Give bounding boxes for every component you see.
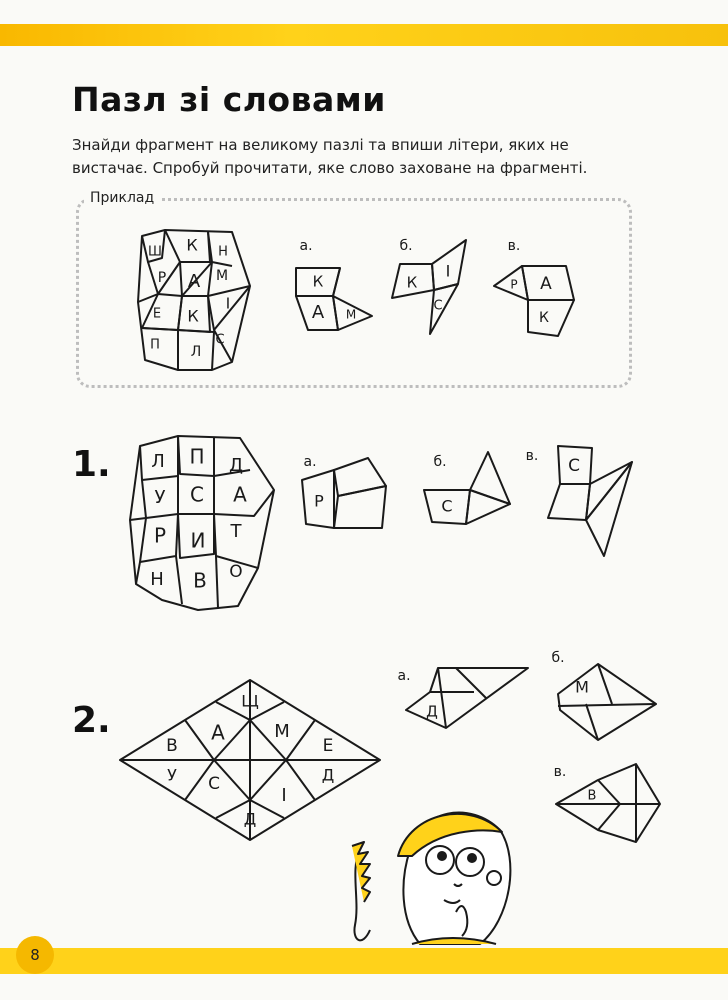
task-1-option-c-label: в. [525,448,539,464]
example-letter-3: Н [218,244,228,260]
task-1-number: 1. [72,444,111,485]
task-1-letter-8: И [190,528,206,553]
task-2-letter-7: С [208,774,220,794]
example-letter-8: К [187,306,199,326]
task-1-letter-9: Т [230,521,242,542]
example-letter-5: А [187,271,201,292]
example-option-b-letter-2: І [445,261,451,281]
example-letter-11: Л [190,344,202,360]
task-2-letter-8: І [281,785,287,806]
page-number-badge [16,936,54,974]
task-2-option-a-letter-1: Д [426,702,438,721]
task-1-letter-5: С [190,482,204,507]
task-1-option-a-label: а. [303,454,317,470]
page-number: 8 [30,946,40,964]
example-option-c-letter-3: К [539,310,549,326]
task-2-option-c-letter-1: В [587,788,597,804]
example-option-a-shape [296,268,372,330]
task-2-option-b-letter-1: М [575,677,589,697]
example-letter-7: Е [152,306,162,322]
task-2-option-c-label: в. [553,764,567,780]
task-2-letter-2: В [166,736,178,756]
task-2-letter-4: М [274,721,290,742]
task-1-letter-11: В [193,568,207,593]
task-2-option-b-label: б. [551,650,565,666]
example-letter-9: І [225,294,231,313]
task-2-letter-6: У [167,765,177,785]
task-1-letter-6: А [233,482,247,507]
example-option-a-letter-3: М [345,307,357,322]
task-1-option-a-letter-1: Р [314,491,324,511]
task-2-letter-3: А [211,720,225,745]
example-option-c-shape [494,266,574,336]
example-option-b-letter-3: С [433,298,443,314]
girl-illustration [352,813,510,944]
task-1-letter-7: Р [153,523,167,548]
example-option-b-shape [392,240,466,334]
task-1-letter-3: Д [228,455,244,476]
task-2-number: 2. [72,700,111,741]
example-letter-2: К [186,235,198,255]
example-option-c-letter-1: Р [510,277,518,292]
example-letter-12: С [215,332,225,348]
task-1-option-b-letter-1: С [441,496,453,516]
task-1-letter-12: О [229,562,243,582]
task-2-letter-9: Д [243,809,257,829]
task-2-option-b-shape [558,664,656,740]
task-1-option-c-letter-1: С [568,456,580,476]
example-option-b-letter-1: К [406,273,418,292]
example-label: Приклад [84,190,160,206]
page-title: Пазл зі словами [72,80,386,119]
task-2-option-a-label: а. [397,668,411,684]
task-1-letter-2: П [189,444,205,469]
task-2-letter-5: Е [322,736,334,756]
bottom-color-band [0,948,728,974]
example-option-a-letter-1: К [312,272,324,291]
task-2-option-a-shape [406,668,528,728]
example-option-a-letter-2: А [311,302,325,323]
task-2-letter-10: Д [321,765,335,785]
instructions-line-2: вистачає. Спробуй прочитати, яке слово заховане на фрагменті. [72,159,588,177]
instructions-line-1: Знайди фрагмент на великому пазлі та впиши літери, яких не [72,136,569,154]
task-2-option-c-shape [553,764,660,842]
task-1-letter-4: У [154,487,166,508]
task-1-option-b-label: б. [433,454,447,470]
example-letter-4: Р [157,270,167,286]
task-1-option-c-shape [548,446,632,556]
task-1-letter-10: Н [150,569,164,590]
task-2-letter-1: Щ [241,691,259,711]
example-option-a-label: а. [299,238,313,254]
task-1-letter-1: Л [151,451,165,472]
example-letter-6: М [215,268,229,284]
example-letter-10: П [150,337,160,353]
example-letter-1: Ш [148,244,162,260]
example-option-b-label: б. [399,238,413,254]
example-option-c-letter-2: А [540,274,552,294]
example-option-c-label: в. [507,238,521,254]
